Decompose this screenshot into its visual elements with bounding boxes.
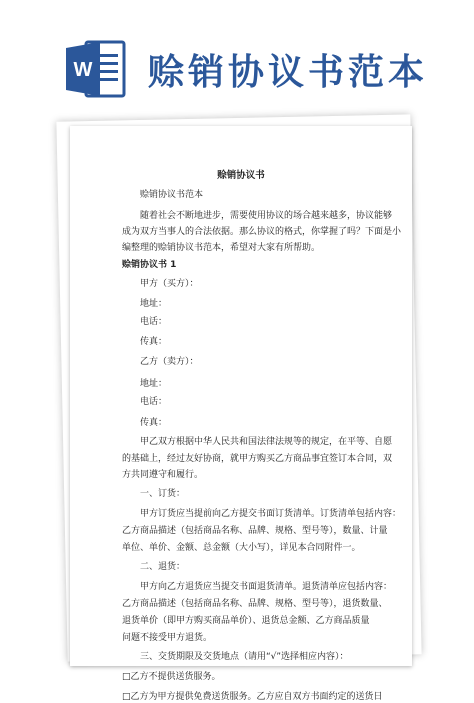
doc-line: 一、订货： [140, 489, 186, 499]
doc-line: 甲方向乙方退货应当提交书面退货清单。退货清单应包括内容： [140, 582, 393, 592]
doc-line: 的基础上，经过友好协商，就甲方购买乙方商品事宜签订本合同，双 [122, 454, 393, 464]
doc-line: 三、交货期限及交货地点（请用“√”选择相应内容）： [140, 652, 349, 662]
word-icon-letter: W [73, 59, 93, 81]
doc-line: 二、退货： [140, 562, 186, 572]
doc-line: 甲方（买方）： [140, 279, 199, 289]
doc-line: 地址： [140, 379, 168, 389]
banner-title: 赊销协议书范本 [148, 52, 429, 93]
document-page [70, 126, 412, 702]
doc-line: 甲乙双方根据中华人民共和国法律法规等的规定，在平等、自愿 [140, 437, 393, 447]
doc-line: 乙方（卖方）： [140, 357, 199, 367]
word-document-icon [64, 38, 126, 100]
doc-line: 单位、单价、金额、总金额（大小写），详见本合同附件一。 [122, 543, 361, 553]
banner [0, 0, 474, 120]
document-title: 赊销协议书 [217, 170, 265, 181]
doc-line: 方共同遵守和履行。 [122, 470, 204, 480]
doc-line: 乙方商品描述（包括商品名称、品牌、规格、型号等），数量、计量 [122, 526, 388, 536]
doc-line: 乙方商品描述（包括商品名称、品牌、规格、型号等），退货数量、 [122, 599, 388, 609]
doc-line: 退货单价（即甲方购买商品单价）、退货总金额、乙方商品质量 [122, 616, 370, 626]
doc-line: 随着社会不断地进步，需要使用协议的场合越来越多，协议能够 [140, 211, 393, 221]
doc-section-heading: 赊销协议书 1 [122, 260, 177, 270]
doc-line: 地址： [140, 299, 168, 309]
doc-line: □乙方不提供送货服务。 [122, 672, 221, 682]
doc-line: 编整理的赊销协议书范本，希望对大家有所帮助。 [122, 243, 321, 253]
doc-line: 问题不接受甲方退货。 [122, 633, 213, 643]
doc-line: 传真： [140, 337, 168, 347]
doc-line: □乙方为甲方提供免费送货服务。乙方应自双方书面约定的送货日 [122, 692, 383, 702]
doc-line: 电话： [140, 317, 168, 327]
doc-line: 成为双方当事人的合法依据。那么协议的格式，你掌握了吗？下面是小 [122, 227, 402, 237]
doc-line: 电话： [140, 397, 168, 407]
doc-line: 传真： [140, 418, 168, 428]
doc-line: 甲方订货应当提前向乙方提交书面订货清单。订货清单包括内容： [140, 509, 402, 519]
doc-line: 赊销协议书范本 [140, 190, 204, 200]
